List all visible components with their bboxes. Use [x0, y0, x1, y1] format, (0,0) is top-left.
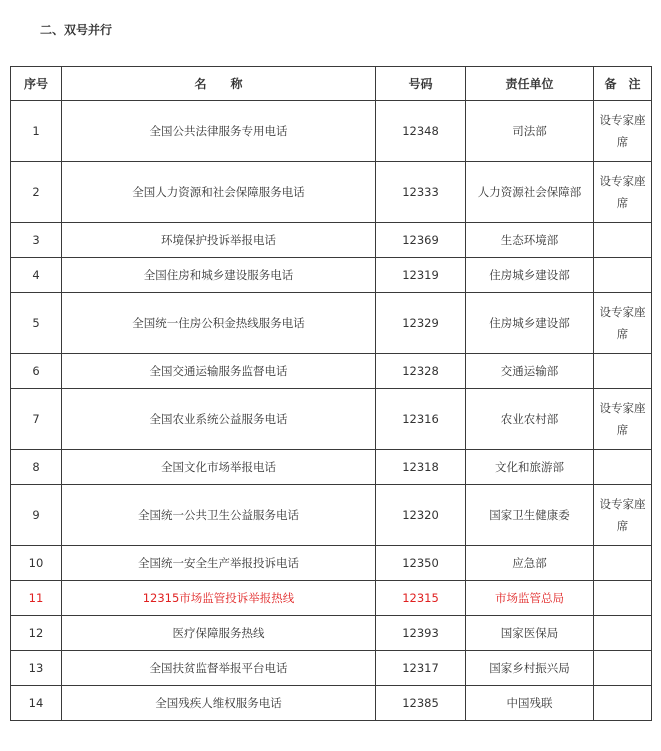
cell-dept: 生态环境部: [466, 223, 594, 258]
table-header-row: [11, 67, 652, 101]
cell-note: [594, 223, 652, 258]
header-code: 号码: [376, 67, 466, 101]
cell-code: 12385: [376, 686, 466, 721]
header-dept: 责任单位: [466, 67, 594, 101]
cell-code: 12333: [376, 162, 466, 223]
table-row: [11, 101, 652, 162]
table-row: [11, 485, 652, 546]
header-note: 备 注: [594, 67, 652, 101]
cell-code: 12316: [376, 389, 466, 450]
cell-no: 8: [11, 450, 62, 485]
cell-code: 12369: [376, 223, 466, 258]
cell-name: 全国交通运输服务监督电话: [62, 354, 376, 389]
cell-dept: 司法部: [466, 101, 594, 162]
cell-code: 12350: [376, 546, 466, 581]
table-row: [11, 162, 652, 223]
section-title: 二、双号并行: [40, 23, 113, 37]
cell-no: 4: [11, 258, 62, 293]
cell-code: 12329: [376, 293, 466, 354]
cell-code: 12320: [376, 485, 466, 546]
cell-dept: 人力资源社会保障部: [466, 162, 594, 223]
cell-name: 医疗保障服务热线: [62, 616, 376, 651]
table-row: [11, 546, 652, 581]
cell-note: [594, 450, 652, 485]
cell-note: 设专家座席: [594, 293, 652, 354]
cell-no: 10: [11, 546, 62, 581]
cell-name: 全国农业系统公益服务电话: [62, 389, 376, 450]
table-row: [11, 651, 652, 686]
cell-no: 2: [11, 162, 62, 223]
cell-code: 12328: [376, 354, 466, 389]
cell-name: 12315市场监管投诉举报热线: [62, 581, 376, 616]
cell-dept: 国家卫生健康委: [466, 485, 594, 546]
cell-code: 12348: [376, 101, 466, 162]
cell-dept: 国家乡村振兴局: [466, 651, 594, 686]
table-row: [11, 389, 652, 450]
cell-note: [594, 686, 652, 721]
cell-code: 12393: [376, 616, 466, 651]
cell-dept: 中国残联: [466, 686, 594, 721]
cell-dept: 市场监管总局: [466, 581, 594, 616]
cell-dept: 交通运输部: [466, 354, 594, 389]
cell-note: [594, 616, 652, 651]
cell-no: 14: [11, 686, 62, 721]
cell-no: 6: [11, 354, 62, 389]
cell-code: 12319: [376, 258, 466, 293]
table-row: [11, 258, 652, 293]
cell-dept: 文化和旅游部: [466, 450, 594, 485]
cell-note: 设专家座席: [594, 485, 652, 546]
cell-note: 设专家座席: [594, 101, 652, 162]
cell-name: 全国公共法律服务专用电话: [62, 101, 376, 162]
table-row: [11, 450, 652, 485]
table-row: [11, 223, 652, 258]
header-name: 名 称: [62, 67, 376, 101]
cell-dept: 应急部: [466, 546, 594, 581]
table-row: [11, 354, 652, 389]
cell-name: 全国统一安全生产举报投诉电话: [62, 546, 376, 581]
cell-name: 全国统一住房公积金热线服务电话: [62, 293, 376, 354]
cell-dept: 农业农村部: [466, 389, 594, 450]
cell-note: [594, 546, 652, 581]
table-row-highlighted: [11, 581, 652, 616]
cell-note: 设专家座席: [594, 389, 652, 450]
cell-dept: 住房城乡建设部: [466, 293, 594, 354]
header-no: 序号: [11, 67, 62, 101]
cell-no: 11: [11, 581, 62, 616]
cell-no: 9: [11, 485, 62, 546]
cell-note: [594, 651, 652, 686]
cell-name: 全国文化市场举报电话: [62, 450, 376, 485]
cell-note: [594, 258, 652, 293]
cell-no: 13: [11, 651, 62, 686]
cell-no: 3: [11, 223, 62, 258]
table-row: [11, 616, 652, 651]
cell-code: 12318: [376, 450, 466, 485]
cell-name: 全国人力资源和社会保障服务电话: [62, 162, 376, 223]
cell-name: 全国住房和城乡建设服务电话: [62, 258, 376, 293]
cell-no: 12: [11, 616, 62, 651]
cell-name: 全国扶贫监督举报平台电话: [62, 651, 376, 686]
cell-note: [594, 354, 652, 389]
cell-dept: 住房城乡建设部: [466, 258, 594, 293]
table-row: [11, 686, 652, 721]
cell-no: 5: [11, 293, 62, 354]
cell-name: 全国统一公共卫生公益服务电话: [62, 485, 376, 546]
cell-note: 设专家座席: [594, 162, 652, 223]
cell-no: 1: [11, 101, 62, 162]
cell-name: 全国残疾人维权服务电话: [62, 686, 376, 721]
cell-name: 环境保护投诉举报电话: [62, 223, 376, 258]
cell-code: 12315: [376, 581, 466, 616]
cell-code: 12317: [376, 651, 466, 686]
hotline-table: [10, 66, 652, 721]
table-row: [11, 293, 652, 354]
cell-no: 7: [11, 389, 62, 450]
cell-note: [594, 581, 652, 616]
cell-dept: 国家医保局: [466, 616, 594, 651]
